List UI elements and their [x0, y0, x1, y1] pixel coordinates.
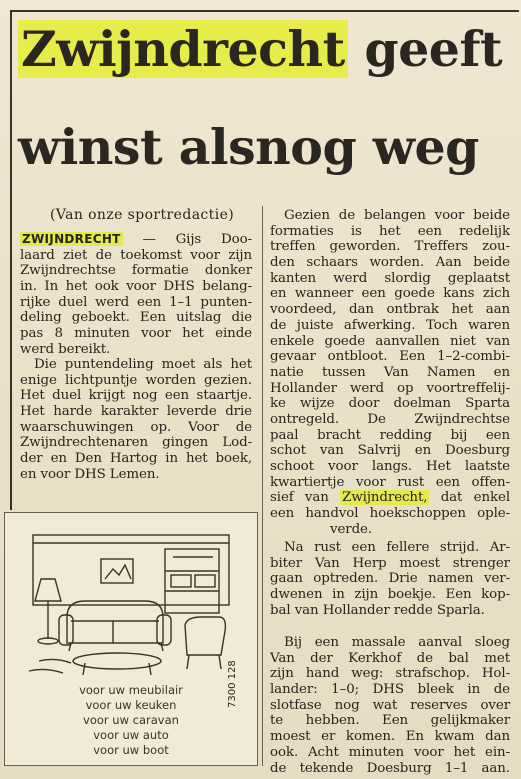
text-line: werd bereikt.	[20, 341, 111, 357]
left-border-rule	[10, 10, 12, 510]
text-line: biter Van Herp moest strenger	[270, 555, 510, 571]
ad-line: voor uw meubilair	[79, 683, 183, 697]
top-border-rule	[10, 10, 519, 12]
text-line: Bij een massale aanval sloeg	[284, 635, 510, 650]
article-col1-paragraph-1	[20, 232, 252, 358]
text-line: enige lichtpuntje worden gezien.	[20, 372, 252, 388]
text-line: dwenen in zijn boekje. Een kop-	[270, 587, 510, 603]
text-line: den schaars worden. Aan beide	[270, 255, 510, 271]
text-line: Van der Kerkhof de bal met	[270, 650, 510, 666]
text-line: voordeed, dan ontbrak het aan	[270, 302, 510, 318]
dateline: ZWIJNDRECHT	[22, 232, 121, 246]
text-line: gevaar ontbloot. Een 1–2-combi-	[270, 349, 510, 365]
article-col1-paragraph-2	[20, 357, 252, 483]
text-line: natie tussen Van Namen en	[270, 364, 510, 380]
text-line: ke wijze door doelman Sparta	[270, 396, 510, 412]
text-line: gaan optreden. Drie namen ver-	[270, 571, 510, 587]
text-line: laard ziet de toekomst voor zijn	[20, 247, 252, 263]
article-col2-paragraph-2	[270, 540, 510, 618]
text-line: schot van Salvrij en Doesburg	[270, 443, 510, 459]
headline-rest: geeft	[347, 20, 503, 78]
text-line: Het harde karakter leverde drie	[20, 404, 252, 420]
headline-line-1	[18, 20, 502, 78]
text-line: te hebben. Een gelijkmaker	[270, 713, 510, 729]
article-col2-paragraph-3	[270, 635, 510, 776]
text-line: treffen geworden. Treffers zou-	[270, 239, 510, 255]
text-line: Het duel krijgt nog een staartje.	[20, 388, 252, 404]
ad-reference-code: 7300 128	[227, 660, 238, 708]
text-line: verde.	[330, 521, 373, 537]
text-line: ook. Acht minuten voor het ein-	[270, 744, 510, 760]
ad-text-block	[41, 683, 221, 758]
ad-line: voor uw boot	[93, 743, 169, 757]
ad-line: voor uw auto	[93, 728, 169, 742]
text-line: de juiste afwerking. Toch waren	[270, 317, 510, 333]
text-line: Zwijndrechtse formatie donker	[20, 263, 252, 279]
text-line: Gezien de belangen voor beide	[284, 208, 510, 223]
text-line: paal bracht redding bij een	[270, 427, 510, 443]
text-line: ontregeld. De Zwijndrechtse	[270, 411, 510, 427]
text-line: lander: 1–0; DHS bleek in de	[270, 682, 510, 698]
column-divider	[262, 206, 263, 766]
text-line: sief van Zwijndrecht, dat enkel	[270, 490, 510, 506]
byline: (Van onze sportredactie)	[50, 207, 235, 223]
text-line: een handvol hoekschoppen ople-	[270, 506, 510, 522]
furniture-room-drawing	[15, 521, 247, 681]
text-line: formaties is het een redelijk	[270, 223, 510, 239]
headline-line-2: winst alsnog weg	[18, 118, 479, 176]
text-line: ZWIJNDRECHT — Gijs Doo-	[22, 232, 252, 247]
text-line: in. In het ook voor DHS belang-	[20, 279, 252, 295]
text-line: de tekende Doesburg 1–1 aan.	[270, 760, 510, 776]
text-line: Hollander werd op voortreffelij-	[270, 380, 510, 396]
text-line: schoot voor langs. Het laatste	[270, 459, 510, 474]
text-line: enkele goede aanvallen niet van	[270, 333, 510, 349]
text-line: Na rust een fellere strijd. Ar-	[284, 540, 510, 555]
ad-line: voor uw caravan	[83, 713, 179, 727]
text-line: kwartiertje voor rust een offen-	[270, 474, 510, 490]
text-line: en wanneer een goede kans zich	[270, 286, 510, 302]
text-line: Die puntendeling moet als het	[34, 357, 252, 372]
inline-highlight: Zwijndrecht,	[342, 490, 428, 506]
text-line: kanten werd slordig geplaatst	[270, 270, 510, 286]
text-line: waarschuwingen op. Voor de	[20, 419, 252, 435]
text-line: deling geboekt. Een uitslag die	[20, 310, 252, 326]
text-line: Zwijndrechtenaren gingen Lod-	[20, 435, 252, 451]
text-line: rijke duel werd een 1–1 punten-	[20, 294, 252, 310]
article-col2-paragraph-1	[270, 208, 510, 537]
text-line: slotfase nog wat reserves over	[270, 697, 510, 713]
advertisement-box	[4, 512, 258, 766]
text-line: en voor DHS Lemen.	[20, 466, 160, 482]
text-line: zijn hand weg: strafschop. Hol-	[270, 666, 510, 682]
text-line: moest er komen. En kwam dan	[270, 729, 510, 745]
ad-line: voor uw keuken	[85, 698, 177, 712]
text-line: bal van Hollander redde Sparla.	[270, 602, 485, 618]
headline-highlight: Zwijndrecht	[18, 20, 348, 78]
text-line: pas 8 minuten voor het einde	[20, 326, 252, 342]
text-line: der en Den Hartog in het boek,	[20, 451, 252, 467]
